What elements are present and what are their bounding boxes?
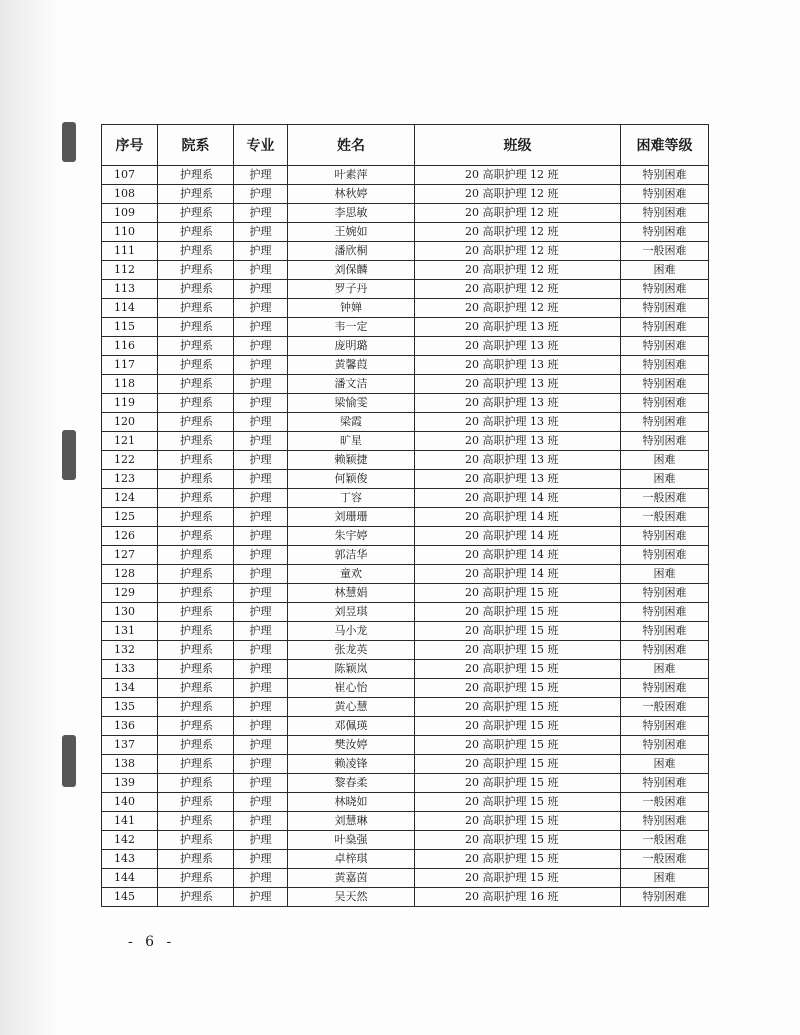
cell-difficulty: 特别困难	[621, 318, 709, 337]
cell-index: 134	[102, 679, 158, 698]
cell-class: 20 高职护理 14 班	[415, 546, 621, 565]
cell-difficulty: 特别困难	[621, 717, 709, 736]
table-row	[102, 812, 709, 831]
cell-index: 122	[102, 451, 158, 470]
cell-index: 118	[102, 375, 158, 394]
cell-major: 护理	[234, 223, 288, 242]
cell-index: 126	[102, 527, 158, 546]
cell-difficulty: 特别困难	[621, 736, 709, 755]
cell-class: 20 高职护理 15 班	[415, 698, 621, 717]
cell-major: 护理	[234, 375, 288, 394]
cell-difficulty: 特别困难	[621, 584, 709, 603]
cell-major: 护理	[234, 679, 288, 698]
cell-name: 黄嘉茵	[288, 869, 415, 888]
cell-index: 135	[102, 698, 158, 717]
cell-department: 护理系	[158, 546, 234, 565]
cell-index: 111	[102, 242, 158, 261]
cell-difficulty: 一般困难	[621, 698, 709, 717]
cell-department: 护理系	[158, 508, 234, 527]
cell-department: 护理系	[158, 869, 234, 888]
cell-major: 护理	[234, 755, 288, 774]
cell-major: 护理	[234, 793, 288, 812]
cell-department: 护理系	[158, 736, 234, 755]
cell-index: 109	[102, 204, 158, 223]
table-row	[102, 432, 709, 451]
table-row	[102, 299, 709, 318]
table-row	[102, 622, 709, 641]
header-major: 专业	[234, 125, 288, 166]
cell-major: 护理	[234, 299, 288, 318]
cell-difficulty: 困难	[621, 451, 709, 470]
cell-difficulty: 特别困难	[621, 185, 709, 204]
cell-name: 梁愉雯	[288, 394, 415, 413]
scan-mark	[62, 735, 76, 787]
table-row	[102, 565, 709, 584]
cell-index: 116	[102, 337, 158, 356]
cell-name: 崔心怡	[288, 679, 415, 698]
cell-name: 郭洁华	[288, 546, 415, 565]
cell-class: 20 高职护理 14 班	[415, 489, 621, 508]
cell-class: 20 高职护理 12 班	[415, 166, 621, 185]
table-row	[102, 603, 709, 622]
cell-class: 20 高职护理 15 班	[415, 755, 621, 774]
cell-index: 112	[102, 261, 158, 280]
cell-class: 20 高职护理 12 班	[415, 242, 621, 261]
cell-major: 护理	[234, 337, 288, 356]
cell-name: 黎春柔	[288, 774, 415, 793]
cell-index: 128	[102, 565, 158, 584]
cell-difficulty: 特别困难	[621, 527, 709, 546]
cell-name: 黄心慧	[288, 698, 415, 717]
cell-major: 护理	[234, 185, 288, 204]
table-row	[102, 318, 709, 337]
table-row	[102, 888, 709, 907]
cell-department: 护理系	[158, 755, 234, 774]
cell-name: 刘昱琪	[288, 603, 415, 622]
cell-name: 罗子丹	[288, 280, 415, 299]
cell-department: 护理系	[158, 584, 234, 603]
cell-department: 护理系	[158, 451, 234, 470]
cell-difficulty: 困难	[621, 470, 709, 489]
table-row	[102, 394, 709, 413]
cell-department: 护理系	[158, 432, 234, 451]
cell-difficulty: 特别困难	[621, 432, 709, 451]
table-row	[102, 831, 709, 850]
cell-major: 护理	[234, 470, 288, 489]
table-row	[102, 280, 709, 299]
cell-class: 20 高职护理 15 班	[415, 812, 621, 831]
cell-name: 叶燊强	[288, 831, 415, 850]
cell-class: 20 高职护理 15 班	[415, 793, 621, 812]
cell-index: 142	[102, 831, 158, 850]
cell-major: 护理	[234, 850, 288, 869]
table-row	[102, 679, 709, 698]
table-row	[102, 584, 709, 603]
cell-name: 赖颖捷	[288, 451, 415, 470]
cell-major: 护理	[234, 622, 288, 641]
cell-class: 20 高职护理 12 班	[415, 223, 621, 242]
cell-index: 125	[102, 508, 158, 527]
cell-class: 20 高职护理 13 班	[415, 375, 621, 394]
cell-class: 20 高职护理 12 班	[415, 280, 621, 299]
cell-class: 20 高职护理 13 班	[415, 451, 621, 470]
cell-class: 20 高职护理 12 班	[415, 299, 621, 318]
cell-difficulty: 特别困难	[621, 337, 709, 356]
header-class: 班级	[415, 125, 621, 166]
cell-major: 护理	[234, 736, 288, 755]
header-name: 姓名	[288, 125, 415, 166]
cell-difficulty: 特别困难	[621, 641, 709, 660]
cell-department: 护理系	[158, 261, 234, 280]
cell-department: 护理系	[158, 242, 234, 261]
cell-class: 20 高职护理 14 班	[415, 508, 621, 527]
cell-difficulty: 特别困难	[621, 774, 709, 793]
cell-class: 20 高职护理 12 班	[415, 204, 621, 223]
header-index: 序号	[102, 125, 158, 166]
cell-index: 132	[102, 641, 158, 660]
cell-department: 护理系	[158, 793, 234, 812]
table-row	[102, 774, 709, 793]
cell-difficulty: 特别困难	[621, 413, 709, 432]
cell-index: 107	[102, 166, 158, 185]
cell-index: 119	[102, 394, 158, 413]
cell-name: 叶素萍	[288, 166, 415, 185]
cell-name: 樊汝婷	[288, 736, 415, 755]
cell-department: 护理系	[158, 812, 234, 831]
cell-name: 庞明璐	[288, 337, 415, 356]
table-row	[102, 546, 709, 565]
cell-index: 117	[102, 356, 158, 375]
table-row	[102, 261, 709, 280]
cell-name: 吴天然	[288, 888, 415, 907]
cell-department: 护理系	[158, 888, 234, 907]
cell-difficulty: 一般困难	[621, 508, 709, 527]
cell-major: 护理	[234, 888, 288, 907]
table-row	[102, 204, 709, 223]
cell-index: 143	[102, 850, 158, 869]
cell-difficulty: 特别困难	[621, 622, 709, 641]
cell-class: 20 高职护理 15 班	[415, 603, 621, 622]
cell-difficulty: 特别困难	[621, 603, 709, 622]
cell-class: 20 高职护理 12 班	[415, 261, 621, 280]
table-row	[102, 470, 709, 489]
cell-major: 护理	[234, 356, 288, 375]
cell-difficulty: 特别困难	[621, 812, 709, 831]
cell-major: 护理	[234, 603, 288, 622]
cell-difficulty: 特别困难	[621, 375, 709, 394]
cell-name: 钟婵	[288, 299, 415, 318]
cell-index: 137	[102, 736, 158, 755]
cell-name: 潘欣桐	[288, 242, 415, 261]
cell-major: 护理	[234, 280, 288, 299]
cell-index: 133	[102, 660, 158, 679]
cell-class: 20 高职护理 13 班	[415, 356, 621, 375]
cell-index: 108	[102, 185, 158, 204]
cell-difficulty: 特别困难	[621, 546, 709, 565]
cell-major: 护理	[234, 565, 288, 584]
table-row	[102, 527, 709, 546]
cell-class: 20 高职护理 14 班	[415, 527, 621, 546]
cell-department: 护理系	[158, 299, 234, 318]
cell-index: 115	[102, 318, 158, 337]
cell-department: 护理系	[158, 774, 234, 793]
cell-difficulty: 特别困难	[621, 280, 709, 299]
table-row	[102, 508, 709, 527]
cell-class: 20 高职护理 15 班	[415, 641, 621, 660]
cell-difficulty: 困难	[621, 261, 709, 280]
cell-index: 136	[102, 717, 158, 736]
cell-class: 20 高职护理 13 班	[415, 470, 621, 489]
cell-major: 护理	[234, 717, 288, 736]
cell-department: 护理系	[158, 280, 234, 299]
cell-class: 20 高职护理 15 班	[415, 850, 621, 869]
cell-department: 护理系	[158, 394, 234, 413]
table-row	[102, 869, 709, 888]
cell-name: 刘慧琳	[288, 812, 415, 831]
cell-department: 护理系	[158, 527, 234, 546]
cell-difficulty: 特别困难	[621, 299, 709, 318]
cell-index: 145	[102, 888, 158, 907]
cell-difficulty: 特别困难	[621, 223, 709, 242]
cell-name: 林慧娟	[288, 584, 415, 603]
cell-department: 护理系	[158, 318, 234, 337]
cell-name: 朱宇婷	[288, 527, 415, 546]
cell-name: 马小龙	[288, 622, 415, 641]
cell-index: 124	[102, 489, 158, 508]
cell-major: 护理	[234, 641, 288, 660]
page-number: - 6 -	[128, 934, 176, 950]
table-row	[102, 755, 709, 774]
scan-mark	[62, 122, 76, 162]
table-row	[102, 451, 709, 470]
table-row	[102, 489, 709, 508]
cell-difficulty: 一般困难	[621, 831, 709, 850]
cell-department: 护理系	[158, 223, 234, 242]
cell-name: 李思敏	[288, 204, 415, 223]
cell-index: 144	[102, 869, 158, 888]
table-row	[102, 356, 709, 375]
cell-class: 20 高职护理 13 班	[415, 337, 621, 356]
cell-name: 赖凌锋	[288, 755, 415, 774]
cell-department: 护理系	[158, 470, 234, 489]
cell-index: 139	[102, 774, 158, 793]
cell-name: 邓佩瑛	[288, 717, 415, 736]
cell-class: 20 高职护理 15 班	[415, 831, 621, 850]
table-row	[102, 641, 709, 660]
cell-name: 王婉如	[288, 223, 415, 242]
table-row	[102, 717, 709, 736]
cell-difficulty: 困难	[621, 565, 709, 584]
cell-major: 护理	[234, 831, 288, 850]
cell-class: 20 高职护理 15 班	[415, 660, 621, 679]
header-department: 院系	[158, 125, 234, 166]
cell-major: 护理	[234, 394, 288, 413]
student-table	[101, 124, 709, 907]
cell-department: 护理系	[158, 850, 234, 869]
header-difficulty: 困难等级	[621, 125, 709, 166]
cell-index: 130	[102, 603, 158, 622]
cell-major: 护理	[234, 869, 288, 888]
cell-department: 护理系	[158, 660, 234, 679]
cell-name: 何颖俊	[288, 470, 415, 489]
cell-major: 护理	[234, 698, 288, 717]
cell-major: 护理	[234, 318, 288, 337]
cell-class: 20 高职护理 14 班	[415, 565, 621, 584]
cell-class: 20 高职护理 13 班	[415, 394, 621, 413]
cell-difficulty: 一般困难	[621, 489, 709, 508]
cell-major: 护理	[234, 584, 288, 603]
cell-department: 护理系	[158, 831, 234, 850]
cell-name: 潘文洁	[288, 375, 415, 394]
cell-major: 护理	[234, 432, 288, 451]
cell-difficulty: 一般困难	[621, 793, 709, 812]
cell-department: 护理系	[158, 185, 234, 204]
cell-difficulty: 一般困难	[621, 242, 709, 261]
cell-major: 护理	[234, 166, 288, 185]
cell-difficulty: 困难	[621, 869, 709, 888]
table-row	[102, 413, 709, 432]
cell-name: 陈颖岚	[288, 660, 415, 679]
table-row	[102, 185, 709, 204]
cell-class: 20 高职护理 13 班	[415, 318, 621, 337]
cell-class: 20 高职护理 15 班	[415, 774, 621, 793]
cell-major: 护理	[234, 242, 288, 261]
cell-department: 护理系	[158, 356, 234, 375]
cell-name: 卓梓琪	[288, 850, 415, 869]
cell-class: 20 高职护理 15 班	[415, 736, 621, 755]
cell-index: 127	[102, 546, 158, 565]
cell-name: 林秋婷	[288, 185, 415, 204]
cell-difficulty: 困难	[621, 660, 709, 679]
cell-name: 旷星	[288, 432, 415, 451]
table-row	[102, 166, 709, 185]
cell-difficulty: 特别困难	[621, 888, 709, 907]
cell-difficulty: 特别困难	[621, 679, 709, 698]
table-row	[102, 337, 709, 356]
cell-major: 护理	[234, 489, 288, 508]
cell-name: 梁霞	[288, 413, 415, 432]
cell-major: 护理	[234, 774, 288, 793]
cell-index: 140	[102, 793, 158, 812]
table-row	[102, 698, 709, 717]
cell-major: 护理	[234, 204, 288, 223]
table-row	[102, 223, 709, 242]
cell-major: 护理	[234, 413, 288, 432]
cell-major: 护理	[234, 812, 288, 831]
cell-difficulty: 困难	[621, 755, 709, 774]
cell-index: 141	[102, 812, 158, 831]
cell-department: 护理系	[158, 413, 234, 432]
table-row	[102, 660, 709, 679]
cell-class: 20 高职护理 13 班	[415, 432, 621, 451]
cell-class: 20 高职护理 15 班	[415, 717, 621, 736]
cell-class: 20 高职护理 15 班	[415, 679, 621, 698]
cell-index: 129	[102, 584, 158, 603]
cell-major: 护理	[234, 508, 288, 527]
cell-major: 护理	[234, 451, 288, 470]
cell-department: 护理系	[158, 204, 234, 223]
cell-department: 护理系	[158, 679, 234, 698]
cell-department: 护理系	[158, 641, 234, 660]
cell-department: 护理系	[158, 337, 234, 356]
cell-major: 护理	[234, 261, 288, 280]
table-row	[102, 242, 709, 261]
cell-index: 114	[102, 299, 158, 318]
table-row	[102, 793, 709, 812]
scan-mark	[62, 430, 76, 480]
cell-difficulty: 一般困难	[621, 850, 709, 869]
cell-name: 刘珊珊	[288, 508, 415, 527]
cell-class: 20 高职护理 13 班	[415, 413, 621, 432]
table-header-row	[102, 125, 709, 166]
cell-class: 20 高职护理 16 班	[415, 888, 621, 907]
cell-name: 童欢	[288, 565, 415, 584]
cell-index: 123	[102, 470, 158, 489]
table-row	[102, 375, 709, 394]
cell-department: 护理系	[158, 698, 234, 717]
cell-name: 张龙英	[288, 641, 415, 660]
table-row	[102, 736, 709, 755]
cell-difficulty: 特别困难	[621, 204, 709, 223]
cell-department: 护理系	[158, 717, 234, 736]
cell-department: 护理系	[158, 603, 234, 622]
cell-index: 110	[102, 223, 158, 242]
cell-name: 林晓如	[288, 793, 415, 812]
cell-index: 138	[102, 755, 158, 774]
cell-name: 刘保麟	[288, 261, 415, 280]
cell-class: 20 高职护理 15 班	[415, 869, 621, 888]
cell-difficulty: 特别困难	[621, 166, 709, 185]
cell-major: 护理	[234, 546, 288, 565]
cell-department: 护理系	[158, 565, 234, 584]
cell-index: 131	[102, 622, 158, 641]
cell-index: 113	[102, 280, 158, 299]
cell-difficulty: 特别困难	[621, 356, 709, 375]
cell-index: 120	[102, 413, 158, 432]
cell-name: 丁容	[288, 489, 415, 508]
cell-department: 护理系	[158, 489, 234, 508]
cell-major: 护理	[234, 660, 288, 679]
cell-major: 护理	[234, 527, 288, 546]
cell-department: 护理系	[158, 166, 234, 185]
cell-index: 121	[102, 432, 158, 451]
cell-class: 20 高职护理 15 班	[415, 584, 621, 603]
cell-class: 20 高职护理 15 班	[415, 622, 621, 641]
cell-department: 护理系	[158, 375, 234, 394]
cell-name: 黄馨葭	[288, 356, 415, 375]
table-row	[102, 850, 709, 869]
cell-department: 护理系	[158, 622, 234, 641]
cell-difficulty: 特别困难	[621, 394, 709, 413]
cell-class: 20 高职护理 12 班	[415, 185, 621, 204]
cell-name: 韦一定	[288, 318, 415, 337]
scan-shadow	[0, 0, 60, 1035]
